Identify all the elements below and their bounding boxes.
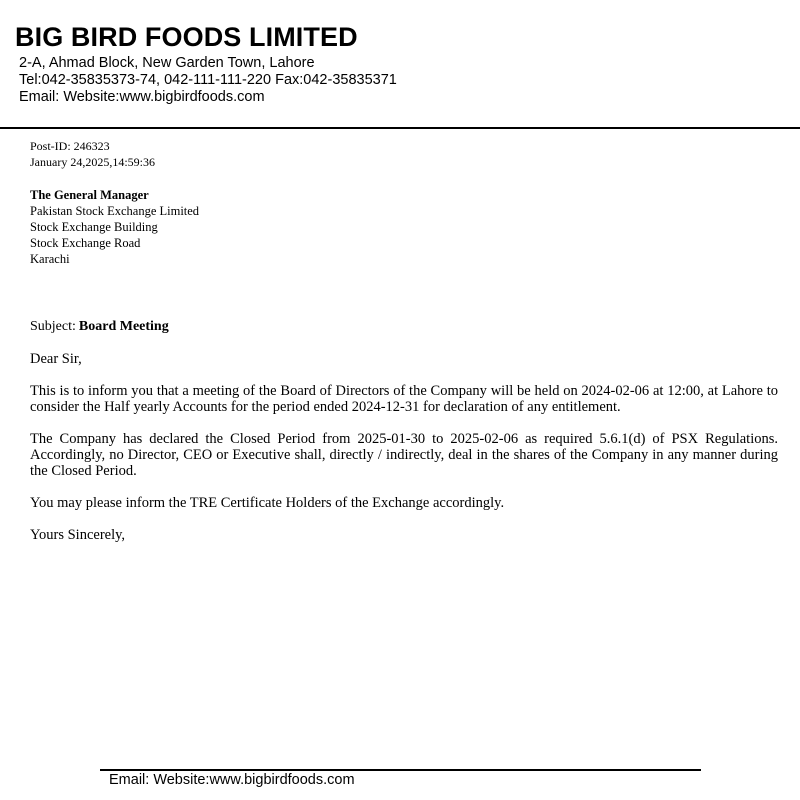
recipient-line: Pakistan Stock Exchange Limited <box>30 204 200 218</box>
subject-value: Board Meeting <box>78 319 169 334</box>
body-paragraph: This is to inform you that a meeting of the Board of Directors of the Company will be held on 2024-02-06 at 12:00, at Lahore to consider the Half yearly Accounts for the period ended 2024-12-31 for declaration of any entitlement. <box>30 383 778 415</box>
header-divider <box>0 127 800 129</box>
subject-label: Subject: <box>30 319 76 334</box>
company-phone-fax: Tel:042-35835373-74, 042-111-111-220 Fax:042-35835371 <box>19 72 397 88</box>
body-paragraph: The Company has declared the Closed Period from 2025-01-30 to 2025-02-06 as required 5.6.1(d) of PSX Regulations. Accordingly, no Director, CEO or Executive shall, directly / indirectly, deal in the shares of the Company in any manner during the Closed Period. <box>30 431 778 479</box>
recipient-title: The General Manager <box>30 188 149 202</box>
subject-line <box>30 319 169 335</box>
recipient-line: Stock Exchange Road <box>30 236 141 250</box>
recipient-line: Karachi <box>30 252 70 266</box>
company-name: BIG BIRD FOODS LIMITED <box>15 22 358 52</box>
post-id: Post-ID: 246323 <box>30 139 110 153</box>
body-paragraph: You may please inform the TRE Certificate Holders of the Exchange accordingly. <box>30 495 505 511</box>
company-email-website: Email: Website:www.bigbirdfoods.com <box>19 89 265 105</box>
footer-email-website: Email: Website:www.bigbirdfoods.com <box>109 772 355 788</box>
post-datetime: January 24,2025,14:59:36 <box>30 155 155 169</box>
footer-divider <box>100 769 701 771</box>
recipient-line: Stock Exchange Building <box>30 220 158 234</box>
company-address: 2-A, Ahmad Block, New Garden Town, Lahore <box>19 55 315 71</box>
salutation: Dear Sir, <box>30 351 82 367</box>
closing: Yours Sincerely, <box>30 527 126 543</box>
